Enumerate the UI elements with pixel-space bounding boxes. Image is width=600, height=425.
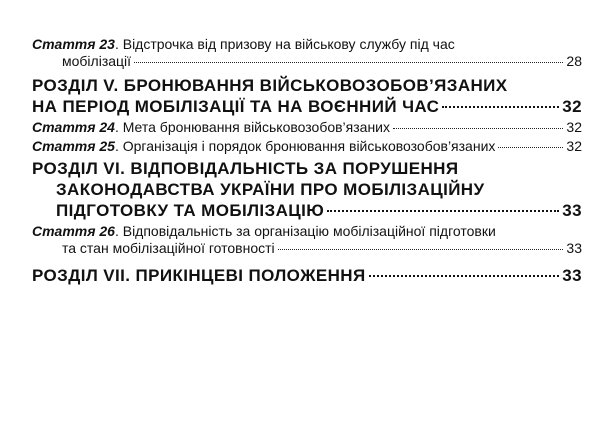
toc-line [32, 36, 582, 53]
article-label: Стаття 26 [32, 223, 115, 239]
page-number: 32 [566, 119, 582, 135]
page-number: 32 [566, 138, 582, 154]
article-label: Стаття 23 [32, 36, 115, 52]
page-number: 32 [562, 97, 582, 116]
toc-entry-article-24 [32, 119, 582, 136]
page-number: 33 [562, 201, 582, 220]
page-number: 28 [566, 53, 582, 69]
section-title-line-2: ЗАКОНОДАВСТВА УКРАЇНИ ПРО МОБІЛІЗАЦІЙНУ [56, 180, 485, 199]
dot-leader [369, 275, 560, 277]
dot-leader [498, 147, 563, 148]
dot-leader [327, 210, 559, 212]
section-title-line-3: ПІДГОТОВКУ ТА МОБІЛІЗАЦІЮ [56, 201, 325, 220]
toc-line [32, 240, 582, 257]
toc-line [32, 75, 582, 96]
section-title-line-1: РОЗДІЛ V. БРОНЮВАННЯ ВІЙСЬКОВОЗОБОВ’ЯЗАНИХ [32, 76, 508, 95]
article-label-separator: . [114, 223, 123, 239]
toc-line [32, 138, 582, 155]
toc-line [32, 96, 582, 117]
toc-entry-article-26 [32, 223, 582, 257]
dot-leader [134, 62, 563, 63]
dot-leader [442, 106, 559, 108]
toc-entry-section-7 [32, 265, 582, 286]
dot-leader [278, 249, 564, 250]
page-number: 33 [566, 240, 582, 256]
section-title-line-1: РОЗДІЛ VI. ВІДПОВІДАЛЬНІСТЬ ЗА ПОРУШЕННЯ [32, 159, 459, 178]
article-title-line-2: мобілізації [62, 53, 132, 69]
dot-leader [393, 128, 563, 129]
toc-line [32, 158, 582, 179]
article-title-line-1: Відстрочка від призову на військову службу під час [122, 36, 455, 52]
article-label-separator: . [114, 36, 123, 52]
article-title-line-2: та стан мобілізаційної готовності [62, 240, 275, 256]
article-label: Стаття 24 [32, 119, 115, 135]
article-label-separator: . [114, 138, 123, 154]
toc-line [32, 119, 582, 136]
toc-entry-section-5 [32, 75, 582, 117]
article-title-line-1: Організація і порядок бронювання військовозобов’язаних [122, 138, 496, 154]
toc-line [32, 53, 582, 70]
section-title-line-1: РОЗДІЛ VII. ПРИКІНЦЕВІ ПОЛОЖЕННЯ [32, 266, 366, 285]
toc-line [32, 223, 582, 240]
article-title-line-1: Відповідальність за організацію мобілізаційної підготовки [122, 223, 496, 239]
toc-line [32, 265, 582, 286]
table-of-contents [32, 36, 582, 286]
article-label-separator: . [114, 119, 123, 135]
article-title-line-1: Мета бронювання військовозобов’язаних [122, 119, 391, 135]
section-title-line-2: НА ПЕРІОД МОБІЛІЗАЦІЇ ТА НА ВОЄННИЙ ЧАС [32, 97, 440, 116]
page-number: 33 [562, 266, 582, 285]
article-label: Стаття 25 [32, 138, 115, 154]
toc-entry-article-23 [32, 36, 582, 70]
toc-entry-article-25 [32, 138, 582, 155]
toc-line [32, 179, 582, 200]
toc-line [32, 200, 582, 221]
toc-entry-section-6 [32, 158, 582, 221]
